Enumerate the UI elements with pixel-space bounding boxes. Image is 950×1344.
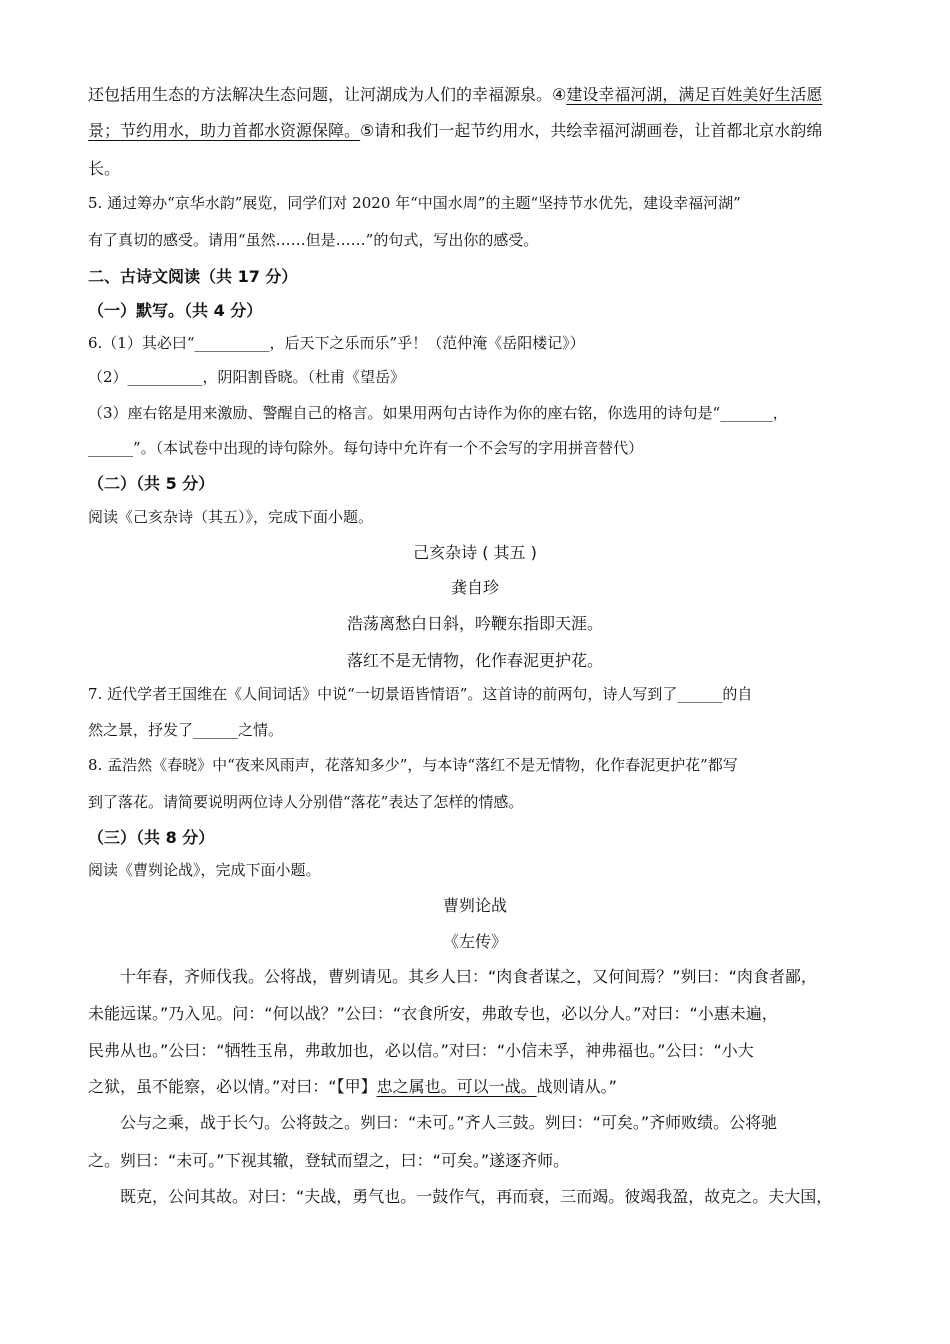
passage-line-3: 长。 [88, 159, 121, 178]
part-3-instruction: 阅读《曹刿论战》，完成下面小题。 [88, 861, 321, 879]
prose-p1-line-3: 民弗从也。”公曰：“牺牲玉帛，弗敢加也，必以信。”对曰：“小信未孚，神弗福也。”公曰：“小大 [88, 1041, 754, 1060]
underlined-sentence: 景；节约用水，助力首都水资源保障。 [88, 121, 361, 140]
prose-text: 之狱，虽不能察，必以情。”对曰：“【甲】 [88, 1077, 377, 1096]
poem-title: 己亥杂诗 ( 其五 ) [413, 543, 537, 562]
passage-text: 还包括用生态的方法解决生态问题，让河湖成为人们的幸福源泉。④ [88, 85, 567, 104]
prose-p3-line-1: 既克，公问其故。对曰：“夫战，勇气也。一鼓作气，再而衰，三而竭。彼竭我盈，故克之。夫大国， [120, 1187, 833, 1206]
question-8-line-1: 8. 孟浩然《春晓》中“夜来风雨声，花落知多少”，与本诗“落红不是无情物，化作春泥更护花”都写 [88, 756, 738, 774]
part-2-heading: （二）（共 5 分） [88, 474, 215, 493]
underlined-sentence: 建设幸福河湖，满足百姓美好生活愿 [566, 85, 823, 104]
poem-author: 龚自珍 [450, 578, 499, 597]
part-2-instruction: 阅读《己亥杂诗（其五）》，完成下面小题。 [88, 508, 374, 526]
poem-line-1: 浩荡离愁白日斜，吟鞭东指即天涯。 [346, 614, 603, 633]
question-5-line-1: 5. 通过筹办“京华水韵”展览，同学们对 2020 年“中国水周”的主题“坚持节水优先，建设幸福河湖” [88, 194, 741, 212]
question-6-line-1: 6.（1）其必曰“__________，后天下之乐而乐”乎！（范仲淹《岳阳楼记》） [88, 334, 585, 352]
prose-title: 曹刿论战 [442, 896, 507, 915]
passage-line-2 [88, 118, 822, 141]
prose-p1-line-2: 未能远谋。”乃入见。问：“何以战？”公曰：“衣食所安，弗敢专也，必以分人。”对曰：“小惠未遍， [88, 1004, 778, 1023]
prose-text: 战则请从。” [536, 1077, 617, 1096]
question-6-line-2: （2）__________，阴阳割昏晓。（杜甫《望岳》 [88, 368, 406, 386]
passage-text: ⑤请和我们一起节约用水，共绘幸福河湖画卷，让首都北京水韵绵 [360, 121, 823, 140]
question-7-line-1: 7. 近代学者王国维在《人间词话》中说“一切景语皆情语”。这首诗的前两句，诗人写到了______的自 [88, 685, 753, 703]
prose-p2-line-1: 公与之乘，战于长勺。公将鼓之。刿曰：“未可。”齐人三鼓。刿曰：“可矣。”齐师败绩。公将驰 [120, 1113, 778, 1132]
part-3-heading: （三）（共 8 分） [88, 828, 215, 847]
prose-source: 《左传》 [442, 932, 507, 951]
question-7-line-2: 然之景，抒发了______之情。 [88, 721, 284, 739]
question-6-line-3: （3）座右铭是用来激励、警醒自己的格言。如果用两句古诗作为你的座右铭，你选用的诗句是“_______， [88, 404, 788, 422]
question-8-line-2: 到了落花。请简要说明两位诗人分别借“落花”表达了怎样的情感。 [88, 793, 524, 811]
passage-line-1 [88, 82, 822, 105]
underlined-sentence-jia: 忠之属也。可以一战。 [376, 1077, 537, 1096]
poem-line-2: 落红不是无情物，化作春泥更护花。 [346, 651, 603, 670]
prose-p2-line-2: 之。刿曰：“未可。”下视其辙，登轼而望之，曰：“可矣。”遂逐齐师。 [88, 1151, 570, 1170]
prose-p1-line-4 [88, 1074, 617, 1097]
part-1-heading: （一）默写。（共 4 分） [88, 301, 263, 320]
prose-p1-line-1: 十年春，齐师伐我。公将战，曹刿请见。其乡人曰：“肉食者谋之，又何间焉？”刿曰：“肉食者鄙， [120, 967, 817, 986]
section-2-heading: 二、古诗文阅读（共 17 分） [88, 267, 298, 286]
question-6-line-4: ______”。（本试卷中出现的诗句除外。每句诗中允许有一个不会写的字用拼音替代） [88, 439, 644, 457]
question-5-line-2: 有了真切的感受。请用“虽然……但是……”的句式，写出你的感受。 [88, 231, 539, 249]
